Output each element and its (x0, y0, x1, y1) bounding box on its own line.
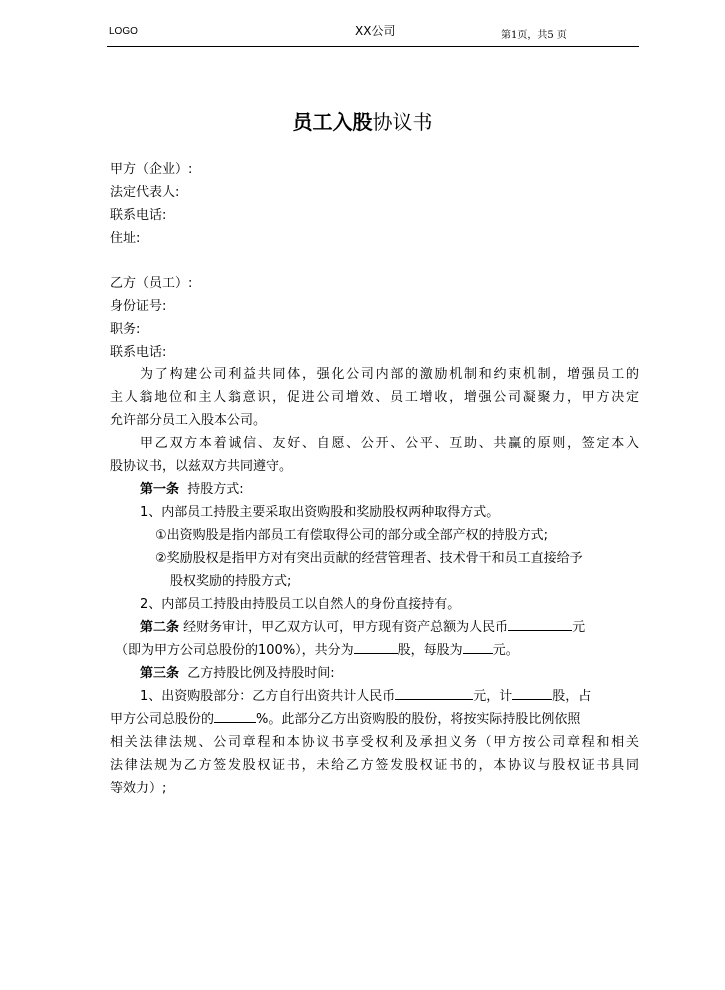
article-1-sub-1: ①出资购股是指内部员工有偿取得公司的部分或全部产权的持股方式; (155, 528, 549, 543)
article-1-sub-2-line2: 股权奖励的持股方式; (170, 574, 292, 589)
intro-p2-line1: 甲乙双方本着诚信、友好、自愿、公开、公平、互助、共赢的原则，签定本入 (140, 436, 639, 451)
article-3-line4: 法律法规为乙方签发股权证书，未给乙方签发股权证书的，本协议与股权证书具同 (110, 758, 639, 773)
article-2-line2-a: （即为甲方公司总股份的100%），共分为 (115, 643, 354, 658)
page-header (107, 22, 639, 44)
article-2-number: 第二条 (140, 620, 180, 635)
article-3-heading (140, 664, 335, 684)
article-2-text-a: 经财务审计，甲乙双方认可，甲方现有资产总额为人民币 (183, 620, 509, 635)
party-a-rep: 法定代表人: (110, 185, 180, 200)
document-title (0, 106, 725, 135)
article-3-title: 乙方持股比例及持股时间: (187, 666, 335, 681)
article-3-line1-b: 元，计 (473, 689, 513, 704)
article-1-heading (140, 480, 244, 500)
intro-p1-line2: 主人翁地位和主人翁意识，促进公司增效、员工增收，增强公司凝聚力，甲方决定 (110, 390, 639, 405)
article-2-line2-b: 股，每股为 (397, 643, 463, 658)
article-3-number: 第三条 (140, 666, 180, 681)
intro-p1-line3: 允许部分员工入股本公司。 (110, 413, 267, 428)
investment-amount-blank (395, 687, 473, 700)
party-a-address: 住址: (110, 231, 141, 246)
party-a-phone: 联系电话: (110, 208, 167, 223)
share-price-blank (463, 641, 493, 654)
intro-p2-line2: 股协议书，以兹双方共同遵守。 (110, 459, 293, 474)
party-b-job: 职务: (110, 322, 141, 337)
header-page-number: 第1页，共5 页 (501, 30, 567, 41)
article-3-line5: 等效力）; (110, 781, 167, 796)
article-2-line2 (115, 641, 519, 661)
party-b-id: 身份证号: (110, 299, 167, 314)
article-3-line1 (140, 687, 591, 707)
article-2-line1 (140, 618, 585, 638)
intro-p1-line1: 为了构建公司利益共同体，强化公司内部的激励机制和约束机制，增强员工的 (140, 367, 639, 382)
article-1-item-2: 2、内部员工持股由持股员工以自然人的身份直接持有。 (140, 597, 461, 612)
party-b-phone: 联系电话: (110, 345, 167, 360)
article-2-line2-c: 元。 (492, 643, 519, 658)
header-rule (107, 46, 639, 47)
party-b-label: 乙方（员工）: (110, 276, 193, 291)
share-count-blank (354, 641, 398, 654)
article-3-line1-c: 股，占 (552, 689, 592, 704)
article-1-item-1: 1、内部员工持股主要采取出资购股和奖励股权两种取得方式。 (140, 505, 500, 520)
share-percent-blank (214, 710, 256, 723)
party-a-label: 甲方（企业）: (110, 162, 193, 177)
article-3-line2-a: 甲方公司总股份的 (110, 712, 215, 727)
purchased-shares-blank (512, 687, 552, 700)
article-1-title: 持股方式: (187, 482, 244, 497)
article-3-line3: 相关法律法规、公司章程和本协议书享受权利及承担义务（甲方按公司章程和相关 (110, 735, 639, 750)
article-3-line2-b: %。此部分乙方出资购股的股份，将按实际持股比例依照 (256, 712, 581, 727)
header-logo: LOGO (109, 26, 138, 37)
header-company: XX公司 (355, 24, 396, 38)
article-3-line1-a: 1、出资购股部分：乙方自行出资共计人民币 (140, 689, 396, 704)
article-1-sub-2-line1: ②奖励股权是指甲方对有突出贡献的经营管理者、技术骨干和员工直接给予 (155, 551, 583, 566)
title-bold-part: 员工入股 (292, 110, 373, 134)
article-1-number: 第一条 (140, 482, 180, 497)
article-3-line2 (110, 710, 580, 730)
asset-total-blank (508, 618, 572, 631)
title-rest: 协议书 (372, 110, 433, 134)
article-2-text-b: 元 (572, 620, 586, 635)
